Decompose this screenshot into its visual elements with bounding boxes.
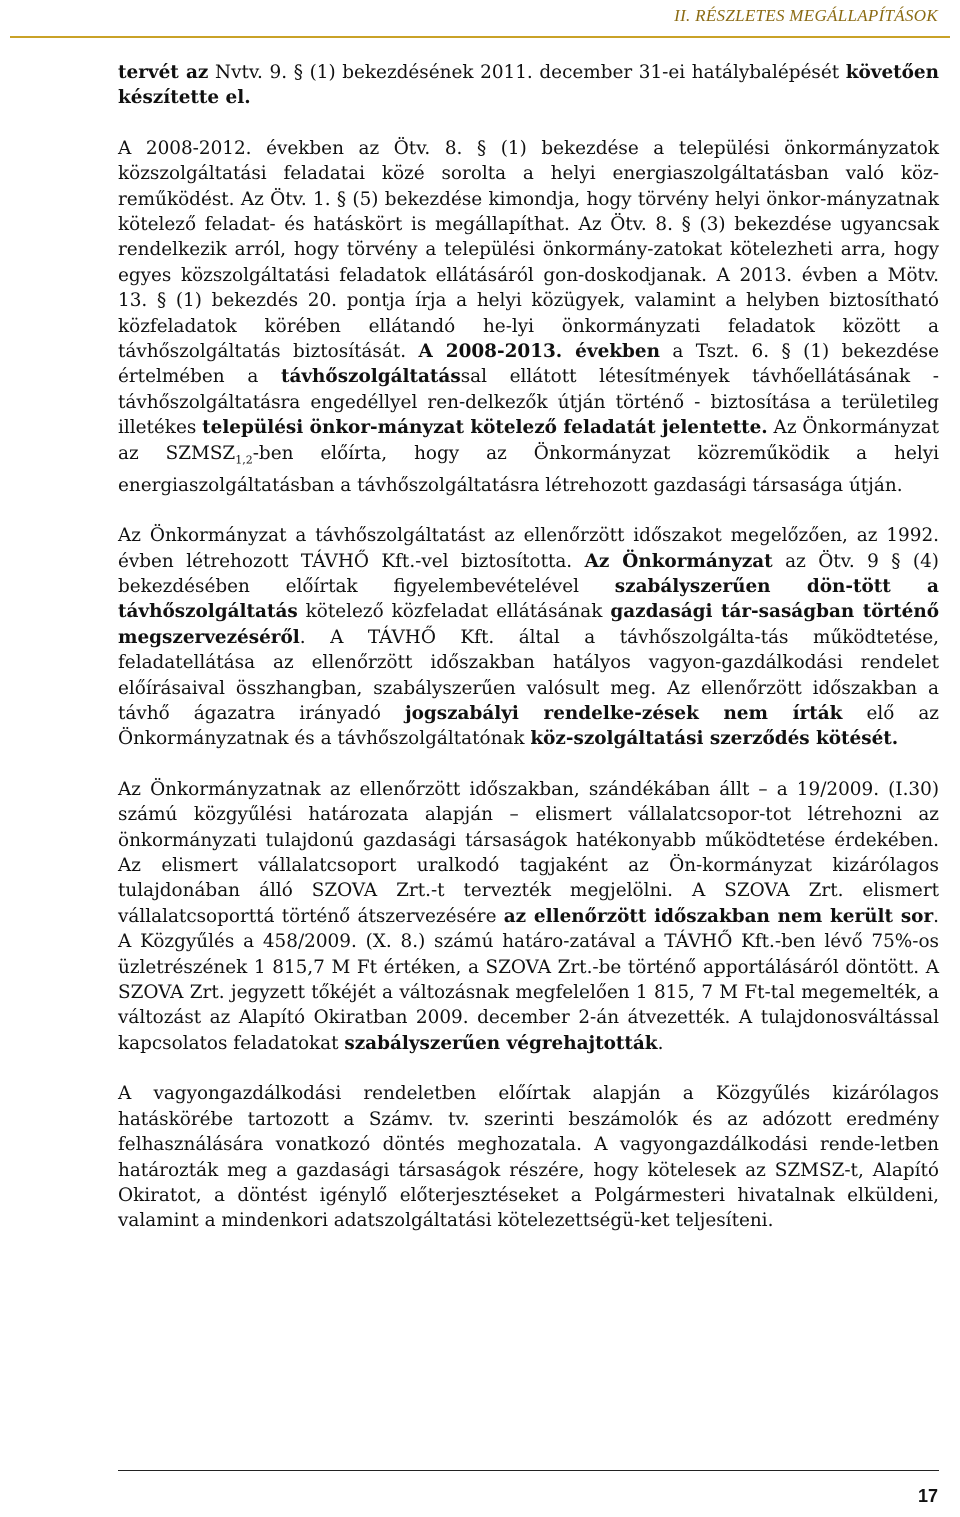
- text-run: -ben előírta, hogy az Önkormányzat közreműködik a helyi energiaszolgáltatásban a távhőszolgáltatásra létrehozott gazdasági társasága útján.: [118, 442, 939, 496]
- subscript: 1,2: [235, 453, 253, 467]
- bold-phrase: települési önkor-mányzat kötelező feladatát jelentette.: [202, 417, 768, 439]
- paragraph-1: [118, 60, 939, 111]
- text-run: . A Közgyűlés a 458/2009. (X. 8.) számú határo-zatával a TÁVHŐ Kft.-ben lévő 75%-os üzletrészének 1 815,7 M Ft értéken, a SZOVA Zrt.-be történő apportálásáról döntött. A SZOVA Zrt. jegyzett tőkéjét a változásnak megfelelően 1 815, 7 M Ft-tal megemelték, a változást az Alapító Okiratban 2009. december 2-án átvezették. A tulajdonosváltással kapcsolatos feladatokat: [118, 905, 940, 1054]
- paragraph-2: [118, 136, 939, 498]
- bold-phrase: A 2008-2013. években: [418, 341, 660, 363]
- text-run: Az Önkormányzatnak az ellenőrzött időszakban, szándékában állt – a 19/2009. (I.30) számú közgyűlési határozata alapján – elismert vállalatcsopor-tot létrehozni az önkormányzati tulajdonú gazdasági társaságok hatékonyabb működtetése érdekében. Az elismert vállalatcsoport uralkodó tagjaként az Ön-kormányzat kizárólagos tulajdonában álló SZOVA Zrt.-t tervezték megjelölni. A SZOVA Zrt. elismert vállalatcsoporttá történő átszervezésére: [118, 778, 939, 927]
- bold-phrase: köz-szolgáltatási szerződés kötését.: [530, 728, 899, 750]
- bold-phrase: gazdasági tár-saságban történő megszervezéséről: [118, 601, 939, 648]
- bold-phrase: jogszabályi rendelke-zések nem írták: [404, 703, 843, 725]
- running-header: II. RÉSZLETES MEGÁLLAPÍTÁSOK: [674, 6, 938, 25]
- paragraph-5: A vagyongazdálkodási rendeletben előírtak alapján a Közgyűlés kizárólagos hatáskörébe tartozott a Számv. tv. szerinti beszámolók és az adózott eredmény felhasználására vonatkozó döntés meghozatala. A vagyongazdálkodási rende-letben határozták meg a gazdasági társaságok részére, hogy kötelesek az SZMSZ-t, Alapító Okiratot, a döntést igénylő előterjesztéseket a Polgármesteri hivatalnak elküldeni, valamint a mindenkori adatszolgáltatási kötelezettségü-ket teljesíteni.: [118, 1083, 939, 1232]
- text-run: kötelező közfeladat ellátásának: [297, 601, 611, 623]
- bold-phrase: az ellenőrzött időszakban nem került sor: [503, 905, 934, 927]
- text-run: Az Önkormányzat a távhőszolgáltatást az ellenőrzött időszakot megelőzően, az 1992. évben létrehozott TÁVHŐ Kft.-vel biztosította.: [118, 525, 939, 572]
- bold-phrase: tervét az: [118, 62, 209, 83]
- header-rule: [10, 36, 950, 38]
- text-run: Az Önkormányzat az SZMSZ: [118, 417, 939, 464]
- text-run: a Tszt. 6. § (1) bekezdése értelmében a: [118, 341, 939, 388]
- footer-rule: [118, 1470, 939, 1471]
- text-run: .: [657, 1032, 664, 1054]
- paragraph-gap: [118, 752, 939, 777]
- body-text: [118, 60, 939, 1234]
- paragraph-3: [118, 523, 939, 752]
- text-run: az Ötv. 9 § (4) bekezdésében előírtak figyelembevételével: [118, 550, 939, 597]
- bold-phrase: szabályszerűen végrehajtották: [344, 1032, 658, 1054]
- text-run: A 2008-2012. években az Ötv. 8. § (1) bekezdése a települési önkormányzatok közszolgáltatási feladatai közé sorolta a helyi energiaszolgáltatásban való köz-reműködést. Az Ötv. 1. § (5) bekezdése kimondja, hogy törvény helyi önkor-mányzatnak kötelező feladat- és hatáskört is megállapíthat. Az Ötv. 8. § (3) bekezdése ugyancsak rendelkezik arról, hogy törvény a települési önkormány-zatokat kötelezheti arra, hogy egyes közszolgáltatási feladatok ellátásáról gon-doskodjanak. A 2013. évben a Mötv. 13. § (1) bekezdés 20. pontja írja a helyi közügyek, valamint a helyben biztosítható közfeladatok körében ellátandó he-lyi önkormányzati feladatok között a távhőszolgáltatás biztosítását.: [118, 137, 939, 363]
- text-run: Nvtv. 9. § (1) bekezdésének 2011. december 31-ei hatálybalépését: [208, 62, 846, 83]
- paragraph-gap: [118, 111, 939, 136]
- bold-phrase: szabályszerűen dön-tött a távhőszolgáltatás: [118, 575, 939, 623]
- text-run: . A TÁVHŐ Kft. által a távhőszolgálta-tás működtetése, feladatellátása az ellenőrzött időszakban hatályos vagyon-gazdálkodási rendelet előírásaival összhangban, szabályszerűen valósult meg. Az ellenőrzött időszakban a távhő ágazatra irányadó: [118, 626, 939, 725]
- bold-phrase: követően készítette el.: [118, 62, 939, 109]
- paragraph-gap: [118, 1056, 939, 1081]
- bold-phrase: Az Önkormányzat: [584, 550, 773, 572]
- text-run: sal ellátott létesítmények távhőellátásának - távhőszolgáltatásra engedéllyel ren-delkezők útján történő - biztosítása a területileg illetékes: [118, 366, 939, 439]
- page-number: 17: [917, 1486, 938, 1506]
- bold-phrase: távhőszolgáltatás: [280, 366, 461, 388]
- text-run: elő az Önkormányzatnak és a távhőszolgáltatónak: [118, 703, 939, 750]
- paragraph-gap: [118, 498, 939, 523]
- paragraph-4: [118, 777, 939, 1056]
